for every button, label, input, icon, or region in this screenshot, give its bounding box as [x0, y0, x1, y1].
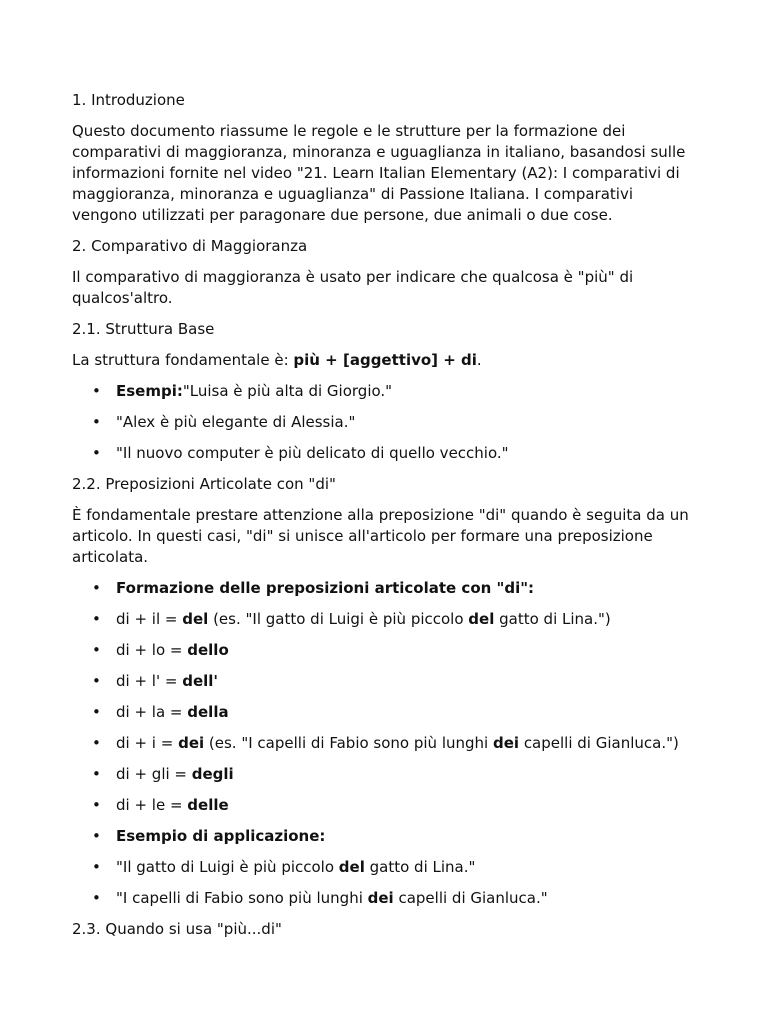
esempio-text: "Alex è più elegante di Alessia.": [116, 413, 356, 431]
struttura-text: La struttura fondamentale è:: [72, 351, 294, 369]
applicazione-label: Esempio di applicazione:: [116, 827, 326, 845]
prep-bold: degli: [191, 765, 234, 783]
esempio-text: "Il nuovo computer è più delicato di quello vecchio.": [116, 444, 509, 462]
preposizioni-list: [72, 578, 697, 909]
prep-bold: del: [182, 610, 209, 628]
list-item: [72, 640, 697, 661]
prep-bold: del: [468, 610, 495, 628]
preposizioni-paragraph: È fondamentale prestare attenzione alla preposizione "di" quando è seguita da un articolo. In questi casi, "di" si unisce all'articolo per formare una preposizione articolata.: [72, 506, 689, 566]
intro-paragraph: Questo documento riassume le regole e le strutture per la formazione dei comparativi di maggioranza, minoranza e uguaglianza in italiano, basandosi sulle informazioni fornite nel video "21. Learn Italian Elementary (A2): I comparativi di maggioranza, minoranza e uguaglianza" di Passione Italiana. I comparativi vengono utilizzati per paragonare due persone, due animali o due cose.: [72, 122, 686, 224]
list-item: [72, 578, 697, 599]
heading-comparativo-maggioranza: 2. Comparativo di Maggioranza: [72, 237, 308, 255]
prep-bold: della: [187, 703, 229, 721]
prep-example: (es. "Il gatto di Luigi è più piccolo: [208, 610, 469, 628]
document-content: [72, 90, 697, 950]
heading-introduzione: 1. Introduzione: [72, 91, 185, 109]
maggioranza-paragraph: Il comparativo di maggioranza è usato per indicare che qualcosa è "più" di qualcos'altro.: [72, 268, 634, 307]
list-item: [72, 826, 697, 847]
prep-example-end: capelli di Gianluca."): [519, 734, 679, 752]
app-bold: dei: [367, 889, 394, 907]
esempio-text: "Luisa è più alta di Giorgio.": [182, 382, 393, 400]
app-text: "Il gatto di Luigi è più piccolo: [116, 858, 339, 876]
app-bold: del: [338, 858, 365, 876]
heading-quando-si-usa: 2.3. Quando si usa "più...di": [72, 920, 282, 938]
prep-example: (es. "I capelli di Fabio sono più lunghi: [204, 734, 493, 752]
app-text-end: capelli di Gianluca.": [393, 889, 548, 907]
list-item: [72, 733, 697, 754]
prep-bold: dello: [187, 641, 229, 659]
struttura-end: .: [476, 351, 482, 369]
list-item: [72, 671, 697, 692]
prep-bold: dei: [492, 734, 520, 752]
prep-bold: dell': [182, 672, 218, 690]
list-item: [72, 381, 697, 402]
prep-text: di + il =: [116, 610, 183, 628]
prep-text: di + l' =: [116, 672, 183, 690]
esempi-label: Esempi:: [116, 382, 183, 400]
prep-text: di + lo =: [116, 641, 188, 659]
heading-preposizioni-articolate: 2.2. Preposizioni Articolate con "di": [72, 475, 336, 493]
app-text-end: gatto di Lina.": [364, 858, 476, 876]
list-item: [72, 702, 697, 723]
prep-bold: dei: [178, 734, 205, 752]
list-item: [72, 412, 697, 433]
heading-struttura-base: 2.1. Struttura Base: [72, 320, 215, 338]
prep-text: di + le =: [116, 796, 188, 814]
list-item: [72, 888, 697, 909]
list-item: [72, 857, 697, 878]
esempi-list: [72, 381, 697, 464]
prep-text: di + i =: [116, 734, 179, 752]
list-item: [72, 609, 697, 630]
app-text: "I capelli di Fabio sono più lunghi: [116, 889, 368, 907]
list-item: [72, 764, 697, 785]
struttura-paragraph: [72, 350, 697, 371]
list-item: [72, 795, 697, 816]
struttura-formula: più + [aggettivo] + di: [293, 351, 477, 369]
prep-text: di + gli =: [116, 765, 192, 783]
prep-bold: delle: [187, 796, 229, 814]
list-item: [72, 443, 697, 464]
formazione-label: Formazione delle preposizioni articolate con "di":: [116, 579, 535, 597]
prep-example-end: gatto di Lina."): [494, 610, 611, 628]
prep-text: di + la =: [116, 703, 188, 721]
